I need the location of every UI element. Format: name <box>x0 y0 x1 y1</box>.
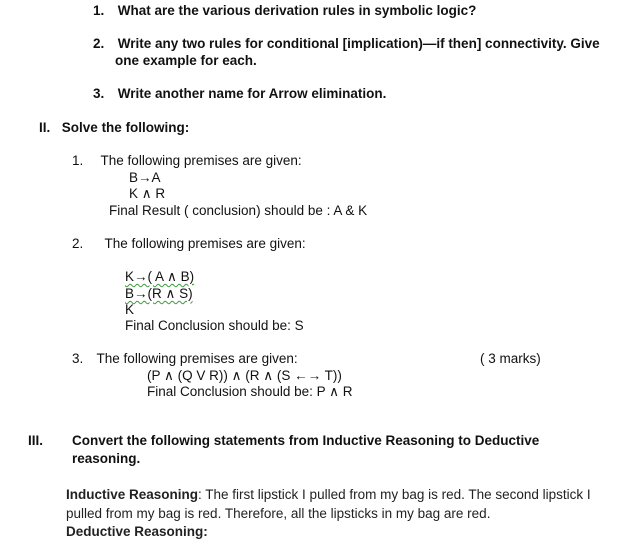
problem-2 <box>72 236 306 251</box>
conclusion: Final Result ( conclusion) should be : A & K <box>109 203 368 218</box>
premise: B→(R ∧ S) <box>125 286 193 301</box>
problem-number: 2. <box>72 236 84 251</box>
premise: (P ∧ (Q V R)) ∧ (R ∧ (S ←→ T)) <box>147 368 342 383</box>
question-1 <box>93 3 476 18</box>
inductive-text-line2: pulled from my bag is red. Therefore, all the lipsticks in my bag are red. <box>66 506 491 521</box>
question-number: 3. <box>93 86 105 101</box>
deductive-paragraph <box>66 522 208 541</box>
inductive-text-line1: : The first lipstick I pulled from my bag is red. The second lipstick I <box>198 487 591 502</box>
premise: K→( A ∧ B) <box>125 269 195 284</box>
section-2-heading <box>39 120 189 135</box>
question-3 <box>93 86 386 101</box>
question-2 <box>93 36 600 51</box>
section-3-number: III. <box>28 433 44 448</box>
problem-intro: The following premises are given: <box>96 351 298 366</box>
deductive-label: Deductive Reasoning <box>66 524 204 539</box>
section-number: II. <box>39 120 51 135</box>
conclusion: Final Conclusion should be: P ∧ R <box>147 384 353 399</box>
problem-intro: The following premises are given: <box>104 236 306 251</box>
premise: K <box>125 302 135 317</box>
question-text-line1: Write any two rules for conditional [implication)—if then] connectivity. Give <box>117 36 600 51</box>
question-text: Write another name for Arrow elimination. <box>117 86 387 101</box>
inductive-paragraph <box>66 485 591 504</box>
premise: K ∧ R <box>129 186 166 201</box>
section-3-title-line1: Convert the following statements from Inductive Reasoning to Deductive <box>72 433 540 448</box>
problem-number: 3. <box>72 351 84 366</box>
marks-label: ( 3 marks) <box>480 351 541 366</box>
inductive-label: Inductive Reasoning <box>66 487 199 502</box>
question-number: 2. <box>93 36 105 51</box>
deductive-colon: : <box>203 524 208 539</box>
question-2-line2: one example for each. <box>115 53 257 68</box>
question-number: 1. <box>93 3 105 18</box>
problem-number: 1. <box>72 153 84 168</box>
conclusion: Final Conclusion should be: S <box>125 318 304 333</box>
problem-3 <box>72 351 298 366</box>
section-3-title-line2: reasoning. <box>72 451 141 466</box>
problem-1 <box>72 153 302 168</box>
premise: B→A <box>129 170 161 185</box>
problem-intro: The following premises are given: <box>100 153 302 168</box>
section-title: Solve the following: <box>61 120 190 135</box>
question-text: What are the various derivation rules in symbolic logic? <box>117 3 477 18</box>
